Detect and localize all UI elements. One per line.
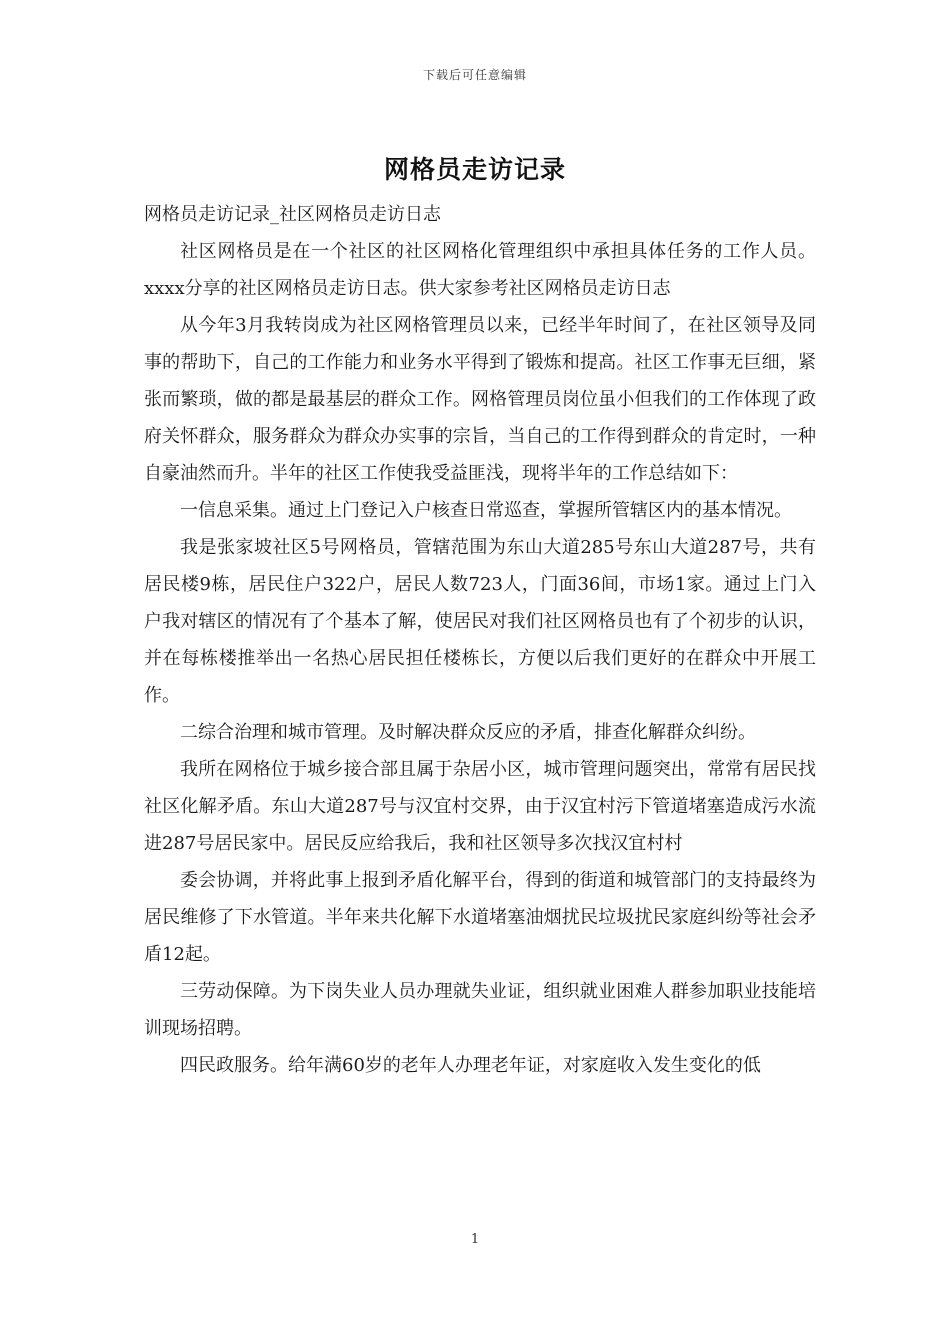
header-note: 下载后可任意编辑 <box>422 68 527 82</box>
paragraph-info-collection: 一信息采集。通过上门登记入户核查日常巡查，掌握所管辖区内的基本情况。 <box>180 500 792 521</box>
document-body <box>144 196 816 1084</box>
paragraph-governance: 二综合治理和城市管理。及时解决群众反应的矛盾，排查化解群众纠纷。 <box>180 722 756 743</box>
document-subtitle: 网格员走访记录_社区网格员走访日志 <box>144 204 441 225</box>
paragraph-labor-security: 三劳动保障。为下岗失业人员办理就失业证，组织就业困难人群参加职业技能培训现场招聘。 <box>144 981 816 1039</box>
page-number: 1 <box>470 1232 480 1247</box>
paragraph-conflict-resolution: 委会协调，并将此事上报到矛盾化解平台，得到的街道和城管部门的支持最终为居民维修了下水管道。半年来共化解下水道堵塞油烟扰民垃圾扰民家庭纠纷等社会矛盾12起。 <box>144 870 816 965</box>
paragraph-grid-details: 我是张家坡社区5号网格员，管辖范围为东山大道285号东山大道287号，共有居民楼9栋，居民住户322户，居民人数723人，门面36间，市场1家。通过上门入户我对辖区的情况有了个基本了解，使居民对我们社区网格员也有了个初步的认识，并在每栋楼推举出一名热心居民担任楼栋长，方便以后我们更好的在群众中开展工作。 <box>144 537 816 706</box>
paragraph-summary: 从今年3月我转岗成为社区网格管理员以来，已经半年时间了，在社区领导及同事的帮助下，自己的工作能力和业务水平得到了锻炼和提高。社区工作事无巨细，紧张而繁琐，做的都是最基层的群众工作。网格管理员岗位虽小但我们的工作体现了政府关怀群众，服务群众为群众办实事的宗旨，当自己的工作得到群众的肯定时，一种自豪油然而升。半年的社区工作使我受益匪浅，现将半年的工作总结如下： <box>144 315 816 484</box>
paragraph-conflict-case: 我所在网格位于城乡接合部且属于杂居小区，城市管理问题突出，常常有居民找社区化解矛盾。东山大道287号与汉宜村交界，由于汉宜村污下管道堵塞造成污水流进287号居民家中。居民反应给我后，我和社区领导多次找汉宜村村 <box>144 759 816 854</box>
paragraph-civil-services: 四民政服务。给年满60岁的老年人办理老年证，对家庭收入发生变化的低 <box>180 1055 761 1076</box>
paragraph-intro: 社区网格员是在一个社区的社区网格化管理组织中承担具体任务的工作人员。xxxx分享的社区网格员走访日志。供大家参考社区网格员走访日志 <box>144 241 816 299</box>
document-title: 网格员走访记录 <box>383 155 566 184</box>
